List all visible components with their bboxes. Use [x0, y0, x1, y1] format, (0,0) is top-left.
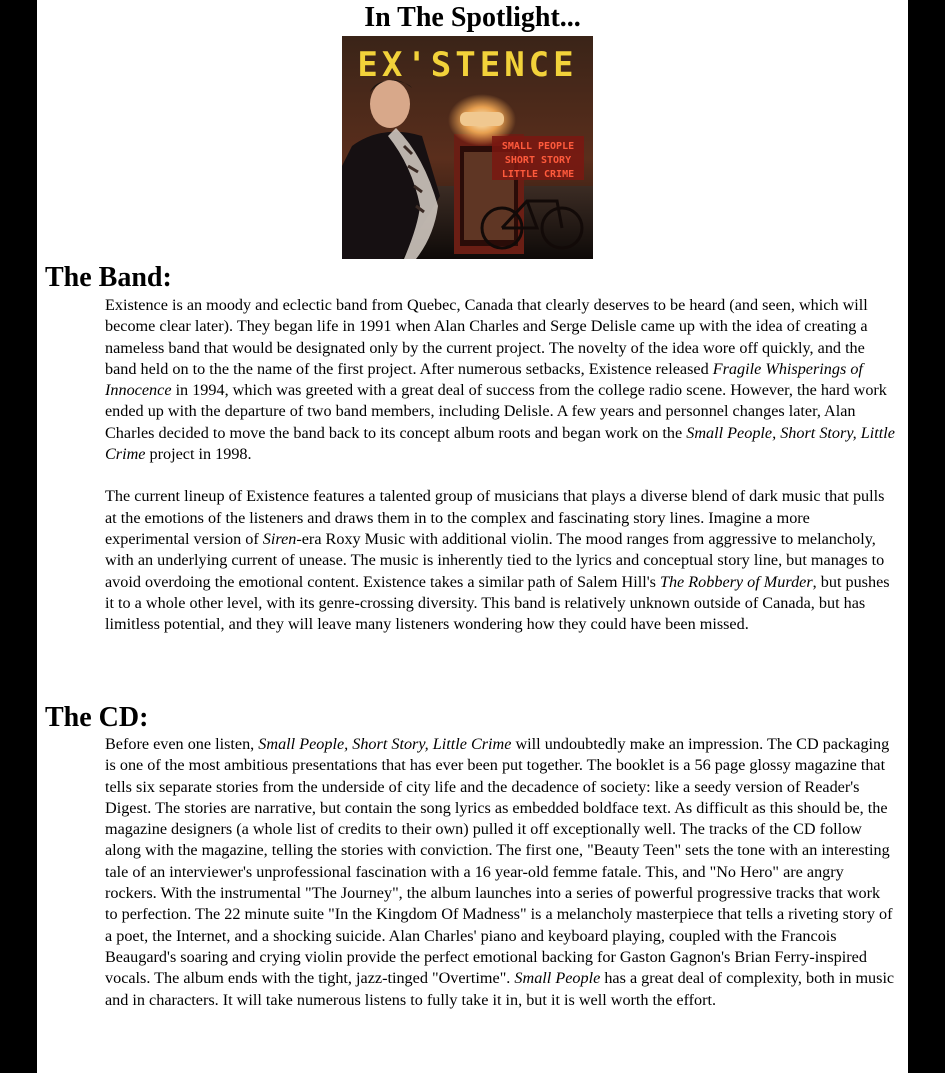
cd-paragraph-1 — [105, 734, 895, 1011]
band-paragraph-2 — [105, 486, 895, 635]
cover-subtitle-line-1: SMALL PEOPLE — [501, 141, 575, 152]
cover-subtitle-line-2: SHORT STORY — [504, 155, 572, 166]
album-title-italic: Small People, Short Story, Little Crime — [258, 735, 512, 753]
band-heading: The Band: — [45, 262, 172, 293]
text-run: , but pushes it to a whole other level, with its genre-crossing diversity. This band is relatively unknown outside of Canada, but has limitless potential, and they will leave many listeners wondering how they could have been missed. — [105, 572, 890, 634]
album-title-italic: Fragile Whisperings of Innocence — [105, 359, 863, 400]
text-run: The current lineup of Existence features a talented group of musicians that plays a diverse blend of dark music that pulls at the emotions of the listeners and draws them in to the complex and fascinating story lines. Imagine a more experimental version of — [105, 487, 885, 548]
band-paragraph-1 — [105, 295, 895, 465]
album-title-italic: Small People — [514, 969, 601, 988]
text-run: -era Roxy Music with additional violin. The mood ranges from aggressive to melancholy, with an underlying current of unease. The music is inherently tied to the lyrics and conceptual story line, but manages to avoid overdoing the emotional content. Existence takes a similar path of Salem Hill's — [105, 529, 885, 591]
cover-band-name: EX'STENCE — [357, 45, 578, 85]
text-run: will undoubtedly make an impression. The CD packaging is one of the most ambitious presentations that has ever been put together. The booklet is a 56 page glossy magazine that tells six separate stories from the underside of city life and the decadence of society: like a seedy version of Reader's Digest. The stories are narrative, but contain the song lyrics as embedded boldface text. As difficult as this should be, the magazine designers (a whole list of credits to their own) pulled it off exceptionally well. The tracks of the CD follow along with the magazine, telling the stories with conviction. The first one, "Beauty Teen" sets the tone with an interesting tale of an interviewer's unprofessional fascination with a 16 year-old femme fatale. This, and "No Hero" are angry rockers. With the instrumental "The Journey", the album launches into a series of powerful progressive tracks that work to perfection. The 22 minute suite "In the Kingdom Of Madness" is a melancholy masterpiece that tells a riveting story of a poet, the Internet, and a shocking suicide. Alan Charles' piano and keyboard playing, coupled with the Francois Beaugard's soaring and crying violin provide the perfect emotional backing for Gaston Gagnon's Brian Ferry-inspired vocals. The album ends with the tight, jazz-tinged "Overtime". — [105, 735, 893, 988]
cd-section-body — [105, 734, 895, 1011]
album-title-italic: The Robbery of Murder — [659, 572, 813, 591]
album-title-italic: Siren — [262, 529, 297, 548]
cover-subtitle-line-3: LITTLE CRIME — [501, 169, 575, 180]
article-page — [37, 0, 908, 1073]
band-section-body — [105, 295, 895, 635]
album-cover-image — [342, 36, 593, 259]
text-run: has a great deal of complexity, both in music and in characters. It will take numerous listens to fully take it in, but it is well worth the effort. — [105, 969, 895, 1009]
text-run: project in 1998. — [145, 445, 252, 464]
text-run: Before even one listen, — [105, 735, 259, 753]
text-run: Existence is an moody and eclectic band from Quebec, Canada that clearly deserves to be heard (and seen, which will become clear later). They began life in 1991 when Alan Charles and Serge Delisle came up with the idea of creating a nameless band that would be designated only by the current project. The novelty of the idea wore off quickly, and the band held on to the the name of the first project. After numerous setbacks, Existence released — [105, 296, 868, 378]
page-title: In The Spotlight... — [364, 2, 581, 33]
cd-heading: The CD: — [45, 702, 149, 733]
album-title-italic: Small People, Short Story, Little Crime — [105, 423, 895, 464]
text-run: in 1994, which was greeted with a great deal of success from the college radio scene. However, the hard work ended up with the departure of two band members, including Delisle. A few years and personnel changes later, Alan Charles decided to move the band back to its concept album roots and began work on the — [105, 381, 887, 442]
